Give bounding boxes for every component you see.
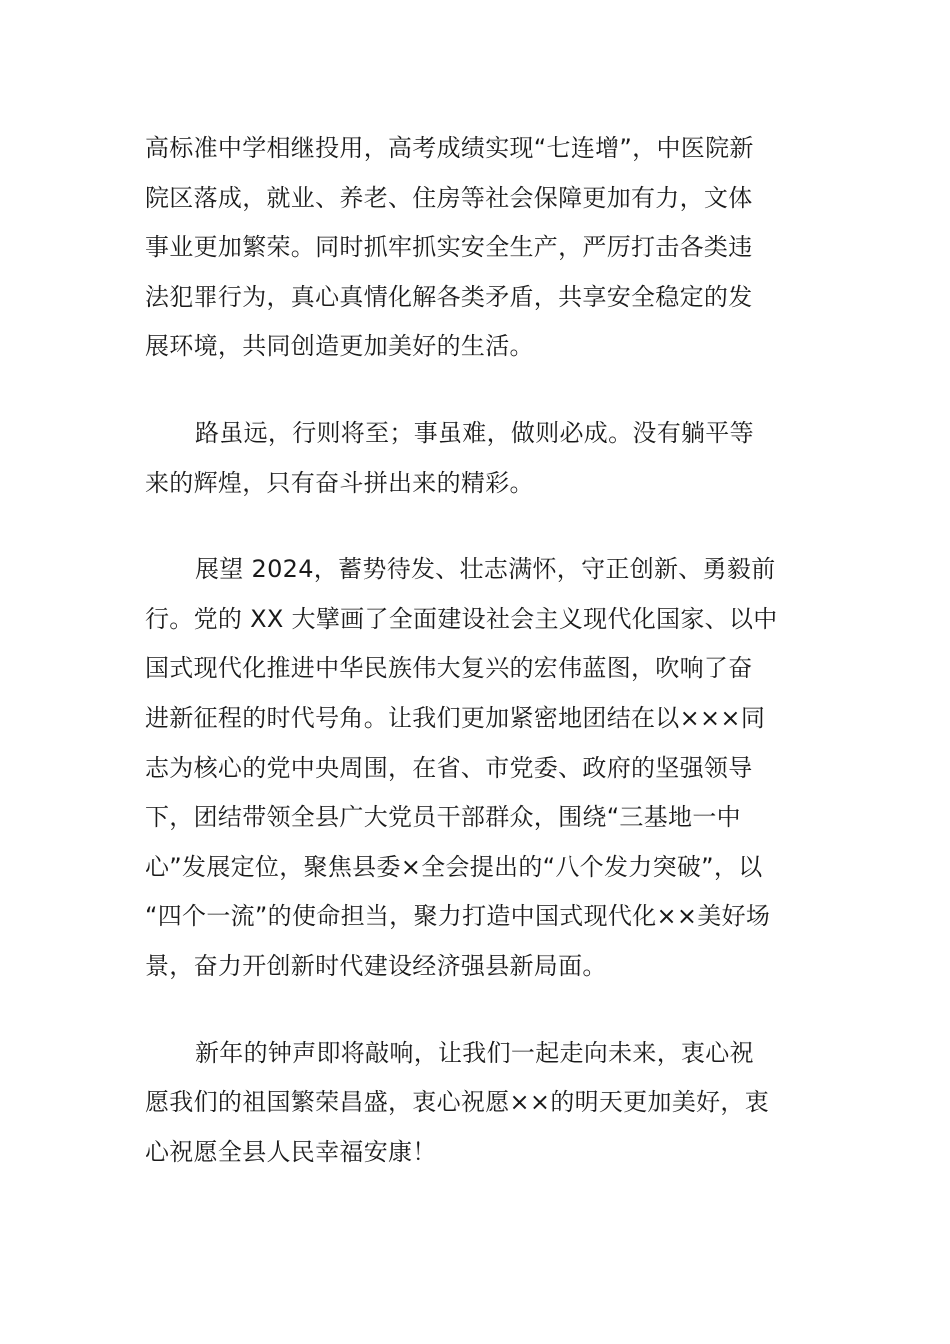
document-body xyxy=(145,124,807,1214)
text-line: 愿我们的祖国繁荣昌盛，衷心祝愿××的明天更加美好，衷 xyxy=(145,1088,770,1117)
text-line: 行。党的 XX 大擘画了全面建设社会主义现代化国家、以中 xyxy=(145,604,778,633)
paragraph-4 xyxy=(145,1029,807,1178)
text-line: 心祝愿全县人民幸福安康！ xyxy=(145,1137,437,1166)
text-line: 路虽远，行则将至；事虽难，做则必成。没有躺平等 xyxy=(195,418,754,447)
paragraph-2 xyxy=(145,409,807,508)
text-line: 国式现代化推进中华民族伟大复兴的宏伟蓝图，吹响了奋 xyxy=(145,654,753,683)
text-line: 下，团结带领全县广大党员干部群众，围绕“三基地一中 xyxy=(145,803,741,832)
text-line: 高标准中学相继投用，高考成绩实现“七连增”，中医院新 xyxy=(145,134,754,162)
text-line: 事业更加繁荣。同时抓牢抓实安全生产，严厉打击各类违 xyxy=(145,233,753,262)
paragraph-1 xyxy=(145,124,807,372)
text-line: “四个一流”的使命担当，聚力打造中国式现代化××美好场 xyxy=(145,902,771,931)
text-line: 展环境，共同创造更加美好的生活。 xyxy=(145,332,534,361)
paragraph-3 xyxy=(145,545,807,991)
text-line: 景，奋力开创新时代建设经济强县新局面。 xyxy=(145,951,607,980)
text-line: 进新征程的时代号角。让我们更加紧密地团结在以×××同 xyxy=(145,703,766,732)
text-line: 展望 2024，蓄势待发、壮志满怀，守正创新、勇毅前 xyxy=(195,555,776,584)
text-line: 新年的钟声即将敲响，让我们一起走向未来，衷心祝 xyxy=(195,1038,754,1067)
text-line: 院区落成，就业、养老、住房等社会保障更加有力，文体 xyxy=(145,183,753,212)
text-line: 心”发展定位，聚焦县委×全会提出的“八个发力突破”，以 xyxy=(145,852,763,881)
text-line: 法犯罪行为，真心真情化解各类矛盾，共享安全稳定的发 xyxy=(145,282,753,311)
text-line: 志为核心的党中央周围，在省、市党委、政府的坚强领导 xyxy=(145,753,753,782)
text-line: 来的辉煌，只有奋斗拼出来的精彩。 xyxy=(145,468,534,497)
